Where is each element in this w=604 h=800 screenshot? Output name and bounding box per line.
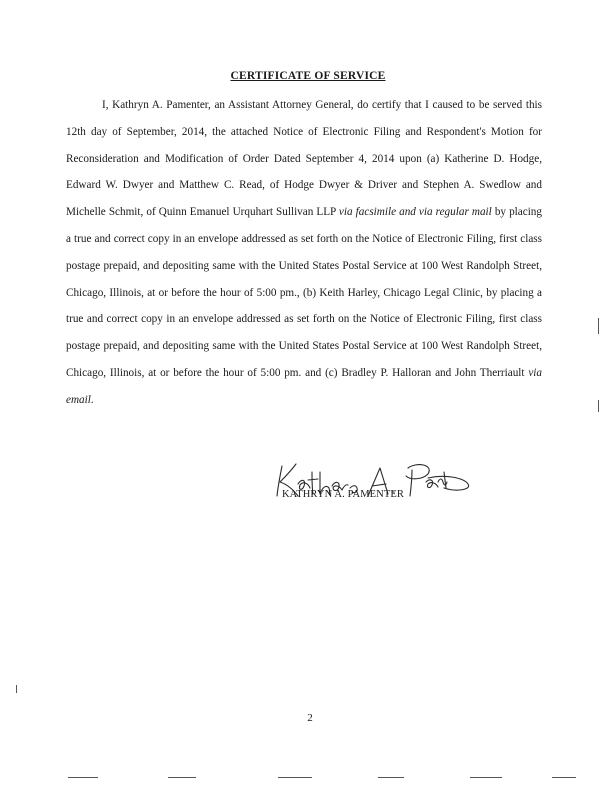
scan-artifact-mark	[598, 400, 599, 412]
paragraph-emphasis-delivery: via facsimile and via regular mail	[338, 206, 492, 219]
scan-artifact-mark	[16, 685, 17, 693]
certificate-paragraph	[66, 92, 542, 414]
scan-artifact-mark	[598, 318, 599, 334]
scan-artifact-mark	[470, 777, 502, 778]
paragraph-text-part2: by placing a true and correct copy in an envelope addressed as set forth on the Notice of Electronic Filing, first class postage prepaid, and depositing same with the United States Postal Service at 100 West Randolph Street, Chicago, Illinois, at or before the hour of 5:00 pm., (b) Keith Harley, Chicago Legal Clinic, by placing a true and correct copy in an envelope addressed as set forth on the Notice of Electronic Filing, first class postage prepaid, and depositing same with the United States Postal Service at 100 West Randolph Street, Chicago, Illinois, at or before the hour of 5:00 pm. and (c) Bradley P. Halloran and John Therriault	[66, 206, 542, 379]
scan-artifact-mark	[278, 777, 312, 778]
document-title: CERTIFICATE OF SERVICE	[230, 70, 386, 82]
paragraph-emphasis-email: via email	[66, 366, 542, 406]
signer-name: KATHRYN A. PAMENTER	[282, 489, 404, 500]
scan-artifact-mark	[552, 777, 576, 778]
scan-artifact-mark	[168, 777, 196, 778]
scan-artifact-mark	[68, 777, 98, 778]
paragraph-text-end: .	[90, 393, 94, 406]
scan-artifact-mark	[378, 777, 404, 778]
page-number: 2	[307, 712, 313, 724]
paragraph-text-part1: I, Kathryn A. Pamenter, an Assistant Attorney General, do certify that I caused to be served this 12th day of September, 2014, the attached Notice of Electronic Filing and Respondent's Motion for Reconsideration and Modification of Order Dated September 4, 2014 upon (a) Katherine D. Hodge, Edward W. Dwyer and Matthew C. Read, of Hodge Dwyer & Driver and Stephen A. Swedlow and Michelle Schmit, of Quinn Emanuel Urquhart Sullivan LLP	[66, 99, 542, 219]
